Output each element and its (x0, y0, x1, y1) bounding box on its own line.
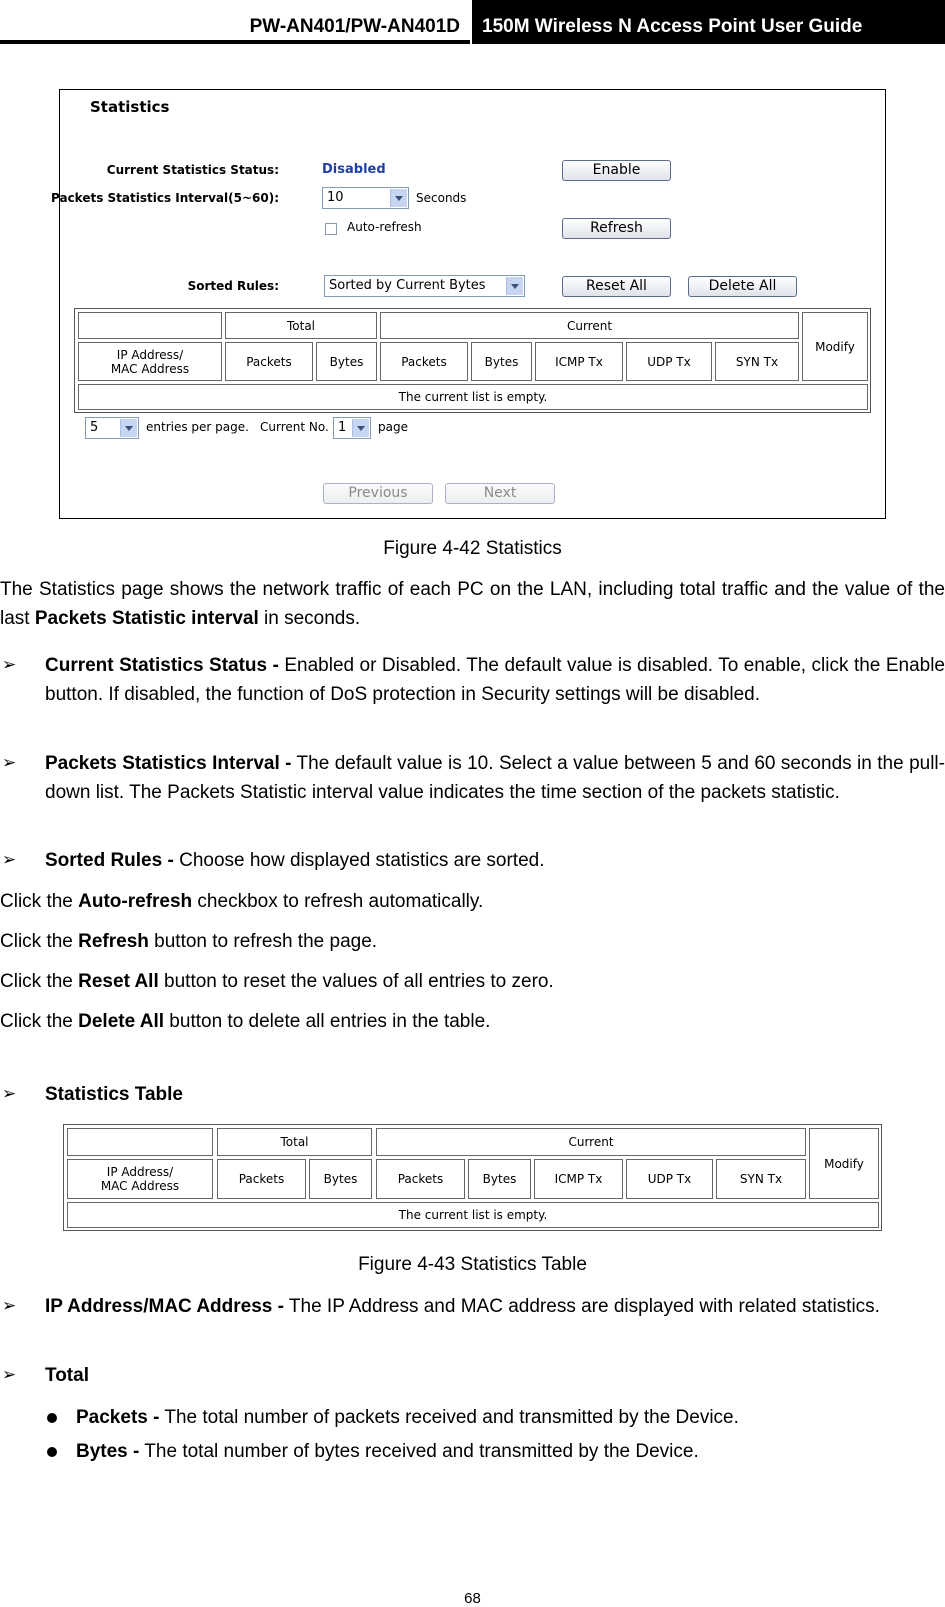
bullet-term: Sorted Rules - (45, 850, 174, 871)
click-refresh-line (0, 927, 377, 956)
dot-bullet-icon (47, 1447, 57, 1457)
interval-label: Packets Statistics Interval(5~60): (51, 191, 279, 205)
header-model-bar (0, 0, 470, 44)
delete-all-button[interactable]: Delete All (688, 276, 797, 297)
ip-mac-header (78, 342, 222, 381)
total-packets-header: Packets (217, 1159, 306, 1199)
status-label: Current Statistics Status: (106, 163, 279, 177)
sorted-rules-select-value: Sorted by Current Bytes (329, 278, 486, 293)
arrow-bullet-icon: ➢ (2, 655, 17, 674)
sorted-rules-select[interactable] (324, 275, 525, 297)
statistics-screenshot (51, 89, 886, 519)
header-model: PW-AN401/PW-AN401D (249, 16, 460, 37)
next-button[interactable]: Next (445, 483, 555, 504)
arrow-bullet-icon: ➢ (2, 753, 17, 772)
refresh-button[interactable]: Refresh (562, 218, 671, 239)
bullet-current-statistics-status (45, 651, 945, 709)
current-packets-header: Packets (380, 342, 468, 381)
bullet-text: The total number of bytes received and transmitted by the Device. (139, 1441, 699, 1462)
interval-select-value: 10 (327, 190, 344, 205)
ip-mac-header-line2: MAC Address (100, 1179, 180, 1193)
ip-mac-header-line1: IP Address/ (106, 1165, 174, 1179)
statistics-table-ui (74, 308, 871, 413)
ip-mac-header-line1: IP Address/ (116, 347, 184, 362)
total-header: Total (225, 312, 377, 339)
click-the-text: Click the (0, 931, 79, 952)
chevron-down-icon (390, 189, 407, 207)
chevron-down-icon (120, 419, 137, 437)
click-term: Auto-refresh (78, 891, 193, 912)
click-text: button to reset the values of all entries to zero. (158, 971, 554, 992)
intro-paragraph (0, 575, 945, 633)
udp-tx-header: UDP Tx (626, 342, 712, 381)
icmp-tx-header: ICMP Tx (535, 342, 623, 381)
chevron-down-icon (352, 419, 369, 437)
bullet-packets-statistics-interval (45, 749, 945, 807)
bullet-text: The total number of packets received and transmitted by the Device. (159, 1407, 739, 1428)
total-header: Total (217, 1128, 372, 1156)
bullet-total-bytes (76, 1437, 699, 1466)
arrow-bullet-icon: ➢ (2, 1084, 17, 1103)
current-bytes-header: Bytes (471, 342, 532, 381)
bullet-sorted-rules (45, 846, 945, 875)
bullet-term: Bytes - (76, 1441, 140, 1462)
total-packets-header: Packets (225, 342, 313, 381)
icmp-tx-header: ICMP Tx (534, 1159, 623, 1199)
figure-caption-statistics: Figure 4-42 Statistics (383, 538, 562, 559)
bullet-term: Packets - (76, 1407, 160, 1428)
click-reset-all-line (0, 967, 554, 996)
status-value: Disabled (322, 162, 386, 177)
sorted-rules-label: Sorted Rules: (187, 279, 279, 293)
modify-header: Modify (809, 1128, 879, 1199)
click-the-text: Click the (0, 891, 79, 912)
total-bytes-header: Bytes (316, 342, 377, 381)
click-auto-refresh-line (0, 887, 483, 916)
bullet-text: The default value is 10. Select a value between 5 and 60 seconds in the pull-down list. The Packets Statistic interval value indicates the time section of the packets statistic. (45, 753, 945, 803)
interval-unit: Seconds (416, 191, 467, 205)
figure-caption-statistics-table: Figure 4-43 Statistics Table (358, 1254, 587, 1275)
table-corner-cell (67, 1128, 213, 1156)
intro-text-2: in seconds. (258, 608, 361, 629)
statistics-table-heading-text: Statistics Table (45, 1084, 183, 1105)
intro-term: Packets Statistic interval (34, 608, 259, 629)
interval-select[interactable] (322, 187, 409, 209)
current-packets-header: Packets (376, 1159, 465, 1199)
page-label: page (378, 420, 408, 434)
ip-mac-header-line2: MAC Address (110, 361, 190, 376)
entries-per-page-select[interactable] (85, 417, 139, 439)
header-title-bar (472, 0, 945, 44)
arrow-bullet-icon: ➢ (2, 850, 17, 869)
auto-refresh-label: Auto-refresh (347, 220, 422, 234)
enable-button[interactable]: Enable (562, 160, 671, 181)
current-header: Current (376, 1128, 806, 1156)
current-no-label: Current No. (260, 420, 329, 434)
current-header: Current (380, 312, 799, 339)
click-term: Delete All (78, 1011, 165, 1032)
current-page-select[interactable] (333, 417, 371, 439)
current-bytes-header: Bytes (468, 1159, 531, 1199)
click-text: button to refresh the page. (148, 931, 378, 952)
click-the-text: Click the (0, 971, 79, 992)
page-number: 68 (464, 1590, 481, 1607)
bullet-term: Current Statistics Status - (45, 655, 279, 676)
bullet-text: Enabled or Disabled. The default value is disabled. To enable, click the Enable button. If disabled, the function of DoS protection in Security settings will be disabled. (45, 655, 945, 705)
click-term: Refresh (78, 931, 149, 952)
dot-bullet-icon (47, 1413, 57, 1423)
entries-per-page-value: 5 (90, 420, 99, 435)
bullet-text: Choose how displayed statistics are sorted. (173, 850, 545, 871)
auto-refresh-checkbox[interactable] (325, 223, 337, 235)
syn-tx-header: SYN Tx (716, 1159, 806, 1199)
ip-mac-header (67, 1159, 213, 1199)
bullet-total-packets (76, 1403, 739, 1432)
bullet-ip-mac-address (45, 1292, 945, 1321)
statistics-table-heading (45, 1080, 183, 1109)
arrow-bullet-icon: ➢ (2, 1296, 17, 1315)
chevron-down-icon (506, 277, 523, 295)
total-bytes-header: Bytes (309, 1159, 372, 1199)
screenshot-title: Statistics (90, 98, 170, 116)
modify-header: Modify (802, 312, 868, 381)
previous-button[interactable]: Previous (323, 483, 433, 504)
click-text: checkbox to refresh automatically. (192, 891, 484, 912)
click-the-text: Click the (0, 1011, 79, 1032)
click-term: Reset All (78, 971, 159, 992)
entries-per-page-label: entries per page. (146, 420, 249, 434)
current-page-value: 1 (338, 420, 347, 435)
bullet-text: The IP Address and MAC address are displayed with related statistics. (283, 1296, 880, 1317)
table-corner-cell (78, 312, 222, 339)
reset-all-button[interactable]: Reset All (562, 276, 671, 297)
syn-tx-header: SYN Tx (715, 342, 799, 381)
bullet-total-term: Total (45, 1365, 89, 1386)
intro-text-1: The Statistics page shows the network traffic of each PC on the LAN, including total traffic and the value of the last (0, 579, 945, 629)
bullet-term: Packets Statistics Interval - (45, 753, 292, 774)
bullet-total (45, 1361, 89, 1390)
udp-tx-header: UDP Tx (626, 1159, 713, 1199)
arrow-bullet-icon: ➢ (2, 1365, 17, 1384)
header-guide-title: 150M Wireless N Access Point User Guide (482, 16, 863, 37)
click-text: button to delete all entries in the table. (164, 1011, 491, 1032)
statistics-table-figure (63, 1124, 882, 1231)
bullet-term: IP Address/MAC Address - (45, 1296, 284, 1317)
empty-list-message: The current list is empty. (78, 384, 868, 410)
click-delete-all-line (0, 1007, 490, 1036)
empty-list-message: The current list is empty. (67, 1202, 879, 1228)
